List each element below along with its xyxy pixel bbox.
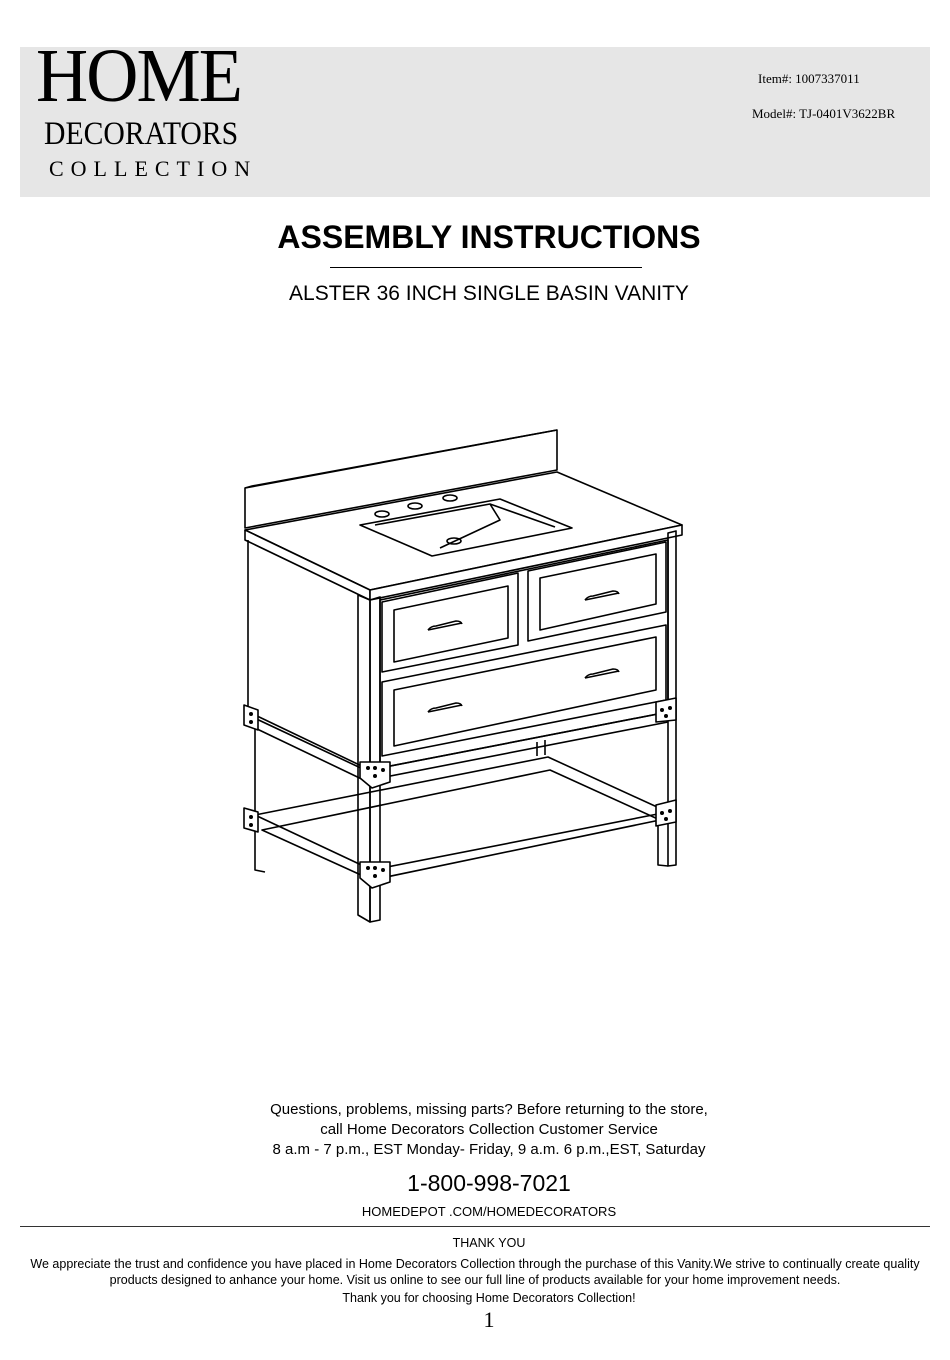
support-phone: 1-800-998-7021 (407, 1170, 571, 1196)
support-line: Questions, problems, missing parts? Before returning to the store, (270, 1101, 708, 1118)
brand-logo-collection: COLLECTION (49, 156, 258, 181)
page-title: ASSEMBLY INSTRUCTIONS (277, 219, 701, 255)
brand-logo-home: HOME (36, 34, 241, 118)
brand-logo-decorators: DECORATORS (44, 116, 239, 152)
page-number: 1 (483, 1307, 495, 1332)
footer-divider (20, 1226, 930, 1227)
support-info (0, 1100, 950, 1160)
item-number: Item#: 1007337011 (758, 71, 860, 86)
model-number: Model#: TJ-0401V3622BR (752, 106, 896, 121)
support-line: 8 a.m - 7 p.m., EST Monday- Friday, 9 a.m. 6 p.m.,EST, Saturday (272, 1141, 706, 1158)
thank-you-heading: THANK YOU (452, 1236, 526, 1250)
thank-you-paragraph: We appreciate the trust and confidence you have placed in Home Decorators Collection through the purchase of this Vanity.We strive to continually create quality products designed to anhance your home. Visit us online to see our full line of products available for your home improvement needs. (30, 1257, 920, 1287)
support-website: HOMEDEPOT .COM/HOMEDECORATORS (361, 1204, 617, 1219)
product-subtitle: ALSTER 36 INCH SINGLE BASIN VANITY (289, 282, 689, 305)
support-line: call Home Decorators Collection Customer Service (320, 1121, 658, 1138)
closing-line: Thank you for choosing Home Decorators Collection! (342, 1291, 636, 1305)
